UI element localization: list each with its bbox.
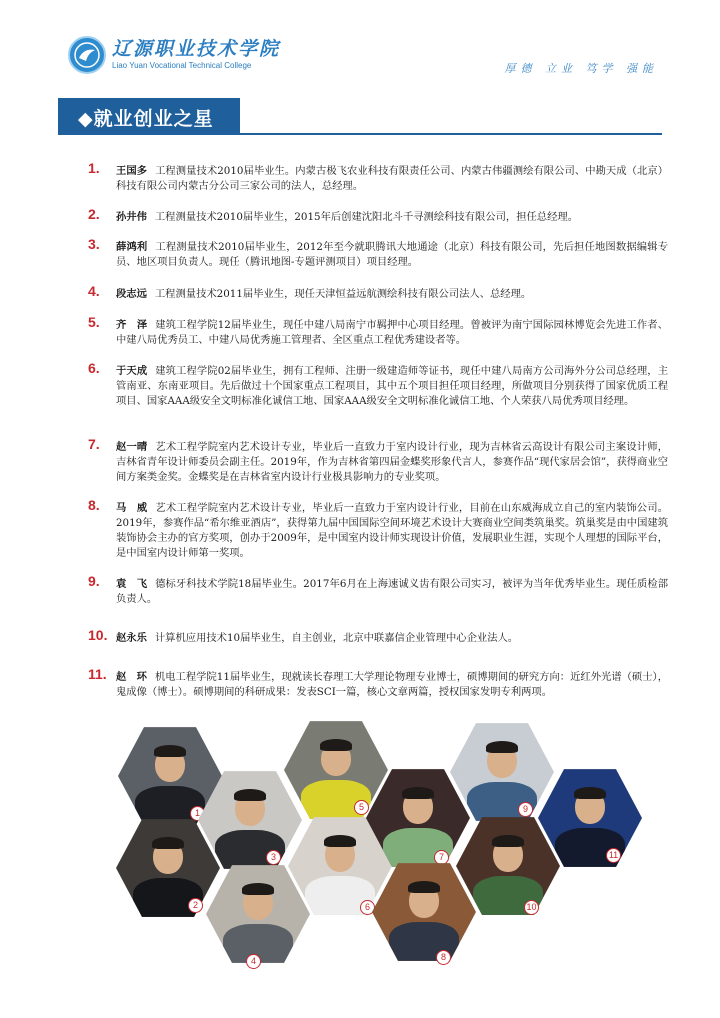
entry-text: 工程测量技术2010届毕业生。内蒙古极飞农业科技有限责任公司、内蒙古伟疆测绘有限公司、中勘天成（北京）科技有限公司内蒙古分公司三家公司的法人，总经理。	[116, 165, 669, 192]
person-hair	[320, 739, 352, 751]
entry-body	[116, 364, 668, 409]
entry-body	[116, 210, 668, 225]
entry-text: 机电工程学院11届毕业生，现就读长春理工大学理论物理专业博士，硕博期间的研究方向：近红外光谱（硕士），鬼成像（博士）。硕博期间的科研成果：发表SCI一篇，核心文章两篇，授权国家发明专利两项。	[116, 671, 669, 698]
entry-text: 艺术工程学院室内艺术设计专业，毕业后一直致力于室内设计行业，现为吉林省云高设计有限公司主案设计师，吉林省青年设计师委员会副主任。2019年，作为吉林省第四届金蝶奖形象代言人，参赛作品“现代家居会馆”，获得商业空间方案类金奖。金蝶奖是在吉林省室内设计行业极具影响力的专业奖项。	[116, 441, 669, 483]
list-item	[88, 236, 668, 270]
entry-name: 段志远	[116, 288, 147, 300]
photo-hexagon	[450, 720, 554, 824]
entry-name: 于天成	[116, 365, 148, 377]
photo-collage	[110, 720, 650, 990]
entry-body	[116, 670, 668, 700]
entry-body	[116, 164, 668, 194]
school-name-cn: 辽源职业技术学院	[112, 38, 281, 60]
entry-number: 5.	[88, 314, 100, 330]
entry-body	[116, 287, 668, 302]
photo-number-badge: 5	[354, 800, 369, 815]
entry-body	[116, 577, 668, 607]
entry-name: 赵一晴	[116, 441, 148, 453]
photo-number-badge: 3	[266, 850, 281, 865]
entry-name: 赵 环	[116, 671, 147, 683]
list-item	[88, 627, 668, 646]
entry-number: 7.	[88, 436, 100, 452]
entry-body	[116, 440, 668, 485]
photo-hexagon	[372, 860, 476, 964]
photo-number-badge: 8	[436, 950, 451, 965]
person-hair	[402, 787, 434, 799]
person-hair	[574, 787, 606, 799]
list-item	[88, 360, 668, 409]
entry-number: 9.	[88, 573, 100, 589]
school-motto: 厚德 立业 笃学 强能	[504, 62, 658, 75]
entry-name: 马 威	[116, 502, 148, 514]
person-hair	[154, 745, 186, 757]
entry-body	[116, 318, 668, 348]
entry-body	[116, 501, 668, 561]
entry-number: 4.	[88, 283, 100, 299]
entry-text: 工程测量技术2010届毕业生，2015年后创建沈阳北斗千寻测绘科技有限公司，担任总经理。	[154, 211, 578, 223]
bird-emblem-icon	[70, 38, 104, 72]
person-hair	[234, 789, 266, 801]
entry-text: 德标牙科技术学院18届毕业生。2017年6月在上海速诚义齿有限公司实习，被评为当年优秀毕业生。现任质检部负责人。	[116, 578, 668, 605]
entry-name: 王国多	[116, 165, 148, 177]
entry-number: 2.	[88, 206, 100, 222]
entry-number: 11.	[88, 666, 107, 682]
entry-text: 工程测量技术2010届毕业生，2012年至今就职腾讯大地通途（北京）科技有限公司，先后担任地图数据编辑专员、地区项目负责人。现任（腾讯地图-专题评测项目）项目经理。	[116, 241, 668, 268]
school-name-en: Liao Yuan Vocational Technical College	[112, 61, 252, 70]
person-hair	[486, 741, 518, 753]
entry-text: 建筑工程学院12届毕业生，现任中建八局南宁市羁押中心项目经理。曾被评为南宁国际园林博览会先进工作者、中建八局优秀员工、中建八局优秀施工管理者、全区重点工程优秀建设者等。	[116, 319, 668, 346]
person-hair	[408, 881, 440, 893]
person-hair	[324, 835, 356, 847]
photo-number-badge: 10	[524, 900, 539, 915]
section-divider	[58, 133, 662, 135]
entry-name: 赵永乐	[116, 632, 147, 644]
section-title: ◆就业创业之星	[78, 108, 214, 130]
list-item	[88, 283, 668, 302]
entry-name: 薛鸿利	[116, 241, 148, 253]
list-item	[88, 497, 669, 561]
entry-body	[116, 631, 668, 646]
list-item	[88, 573, 668, 607]
photo-number-badge: 7	[434, 850, 449, 865]
entry-number: 1.	[88, 160, 100, 176]
entry-body	[116, 240, 668, 270]
entry-number: 3.	[88, 236, 100, 252]
person-hair	[492, 835, 524, 847]
entry-name: 齐 泽	[116, 319, 148, 331]
entry-name: 袁 飞	[116, 578, 148, 590]
photo-number-badge: 2	[188, 898, 203, 913]
entry-text: 计算机应用技术10届毕业生，自主创业，北京中联嘉信企业管理中心企业法人。	[154, 632, 519, 644]
photo-number-badge: 1	[190, 806, 205, 821]
person-hair	[152, 837, 184, 849]
entry-number: 8.	[88, 497, 100, 513]
photo-number-badge: 9	[518, 802, 533, 817]
photo-number-badge: 4	[246, 954, 261, 969]
entry-name: 孙井伟	[116, 211, 147, 223]
photo-number-badge: 11	[606, 848, 621, 863]
school-logo	[68, 36, 106, 74]
entry-text: 建筑工程学院02届毕业生，拥有工程师、注册一级建造师等证书，现任中建八局南方公司海外分公司总经理，主管南亚、东南亚项目。先后做过十个国家重点工程项目，其中五个项目担任项目经理，所做项目分别获得了国家优质工程项目、国家AAA级安全文明标准化诚信工地、国家AAA级安全文明标准化诚信工地、个人荣获八局优秀项目经理。	[116, 365, 668, 407]
person-hair	[242, 883, 274, 895]
entry-text: 工程测量技术2011届毕业生，现任天津恒益远航测绘科技有限公司法人、总经理。	[154, 288, 532, 300]
list-item	[88, 206, 668, 225]
list-item	[88, 160, 669, 194]
photo-number-badge: 6	[360, 900, 375, 915]
entry-text: 艺术工程学院室内艺术设计专业，毕业后一直致力于室内设计行业，目前在山东威海成立自己的室内装饰公司。2019年，参赛作品“希尔维亚酒店”，获得第九届中国国际空间环境艺术设计大赛商业空间类筑巢奖。筑巢奖是由中国建筑装饰协会主办的官方奖项，创办于2009年，是中国室内设计师实现设计价值，发展职业生涯，实现个人理想的国际平台，是中国室内设计师第一奖项。	[116, 502, 669, 559]
list-item	[88, 666, 669, 700]
list-item	[88, 314, 668, 348]
list-item	[88, 436, 669, 485]
entry-number: 6.	[88, 360, 100, 376]
entry-number: 10.	[88, 627, 108, 643]
